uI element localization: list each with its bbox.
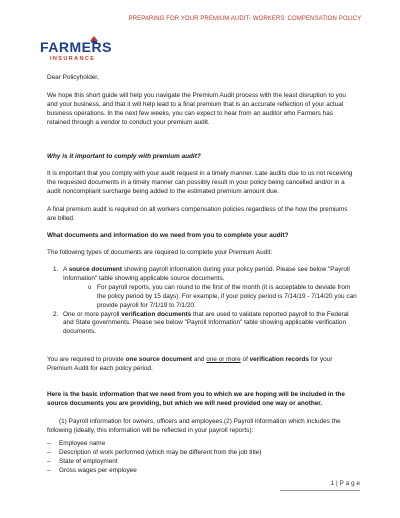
dash-bullet: – — [47, 457, 51, 465]
intro-paragraph: We hope this short guide will help you navigate the Premium Audit process with the least disruption to you and your business, and that it will help lead to a final premium that is an accurate reflection of your actual business operations. In the next few weeks, you can expect to hear from an auditor who Farmers has retained through a vendor to conduct your premium audit. — [47, 92, 346, 126]
list-item: – Gross wages per employee — [47, 466, 137, 474]
required-documents-list — [47, 266, 357, 337]
list-item: – State of employment — [47, 457, 118, 465]
page-header-title: PREPARING FOR YOUR PREMIUM AUDIT- WORKERS' COMPENSATION POLICY — [128, 16, 362, 22]
final-audit-paragraph: A final premium audit is required on all workers compensation policies regardless of the how the premiums are billed. — [47, 206, 348, 222]
payroll-items-list — [47, 440, 357, 476]
circle-bullet-icon: o — [88, 284, 92, 291]
dash-bullet: – — [47, 466, 51, 474]
footer-rule — [280, 490, 360, 491]
farmers-logo — [40, 35, 112, 67]
page-number-footer: 1 | P a g e — [330, 480, 360, 487]
dash-bullet: – — [47, 448, 51, 456]
list-item: 2. One or more payroll verification documents that are used to validate reported payroll to the Federal and State governments. Please see below "Payroll Information" table showing applicable verification documents. — [53, 310, 349, 336]
basic-info-heading: Here is the basic information that we need from you to which we are hoping will be included in the source documents you are providing, but which we will need provided one way or another. — [47, 391, 345, 407]
documents-heading: What documents and information do we need from you to complete your audit? — [47, 232, 289, 239]
logo-tagline: INSURANCE — [50, 56, 96, 62]
salutation: Dear Policyholder, — [47, 74, 99, 81]
list-item: – Employee name — [47, 440, 106, 447]
payroll-paragraph: (1) Payroll information for owners, officers and employees.(2) Payroll information which includes the following (ideally, this information will be reflected in your payroll reports): — [47, 418, 341, 434]
why-paragraph: It is important that you comply with your audit request in a timely manner. Late audits due to us not receiving the requested documents in a timely manner can possibly result in your policy being cancelled and/or in a audit noncompliant surcharge being added to the estimated premium amount due. — [47, 170, 353, 195]
logo-wordmark: FARMERS — [40, 39, 112, 55]
provide-paragraph: You are required to provide one source document and one or more of verification records for your Premium Audit for each policy period. — [47, 356, 333, 372]
dash-bullet: – — [47, 440, 51, 447]
list-item: 1. A source document showing payroll information during your policy period. Please see below "Payroll Information" table showing applicable source documents. o For payroll reports, you can round to the first of the month (it is acceptable to deviate from the policy period by 15 days). For example, if your policy period is 7/14/19 - 7/14/20 you can provide payroll for 7/1/19 to 7/1/20. — [53, 266, 357, 309]
why-heading: Why is it important to comply with premium audit? — [47, 153, 201, 160]
list-sub-item: o For payroll reports, you can round to the first of the month (it is acceptable to deviate from the policy period by 15 days). For example, if your policy period is 7/14/19 - 7/14/20 you can provide payroll for 7/1/19 to 7/1/20. — [88, 283, 357, 309]
document-types-intro: The following types of documents are required to complete your Premium Audit: — [47, 249, 273, 256]
list-item: – Description of work performed (which may be different from the job title) — [47, 448, 262, 456]
